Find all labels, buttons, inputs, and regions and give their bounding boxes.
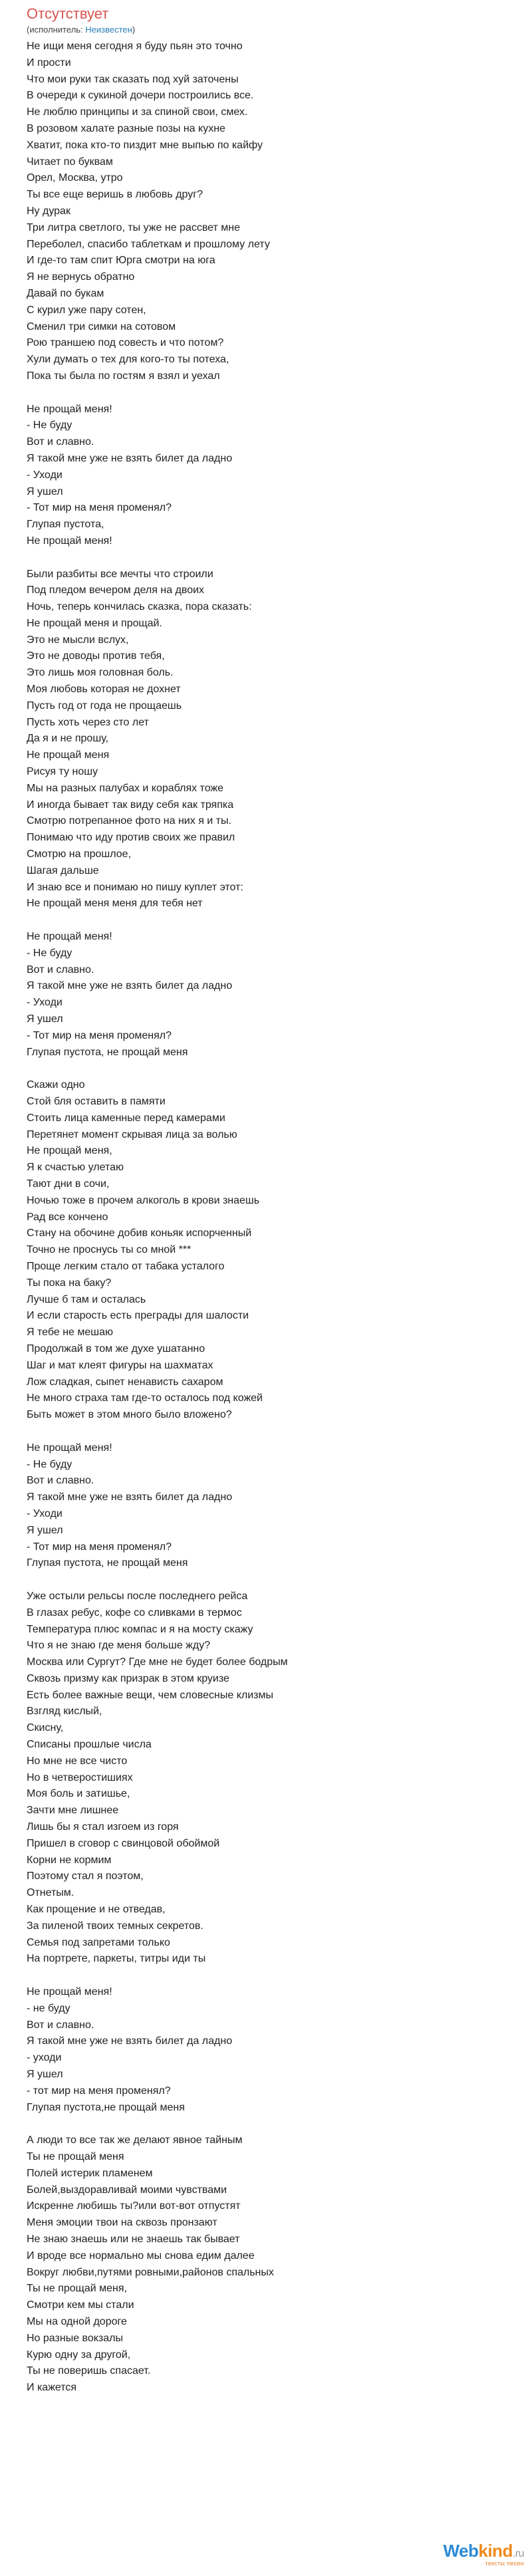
lyric-line: Тают дни в сочи, [27,1178,110,1190]
stanza-break [27,1968,505,1984]
lyric-line: Я ушел [27,485,63,497]
artist-suffix: ) [132,25,136,35]
lyric-line: Не прощай меня! [27,1986,112,1998]
lyric-line: Не прощай меня и прощай. [27,617,162,629]
lyric-line: Были разбиты все мечты что строили [27,568,213,580]
lyric-line: Я ушел [27,2069,63,2081]
lyric-line: Вот и славно. [27,2019,94,2031]
lyric-line: Есть более важные вещи, чем словесные клизмы [27,1689,273,1701]
lyric-line: Переболел, спасибо таблеткам и прошлому лету [27,238,270,250]
lyric-line: Пусть хоть через сто лет [27,716,149,728]
lyric-line: - Не буду [27,420,72,432]
lyric-line: Что я не знаю где меня больше жду? [27,1640,211,1652]
lyric-line: Глупая пустота,не прощай меня [27,2101,185,2113]
lyric-line: - Не буду [27,1458,72,1470]
lyric-line: Продолжай в том же духе ушатанно [27,1343,205,1354]
lyric-line: Три литра светлого, ты уже не рассвет мне [27,221,241,233]
lyric-line: Хули думать о тех для кого-то ты потеха, [27,354,229,366]
lyric-line: Не прощай меня! [27,931,112,943]
lyric-line: - Уходи [27,997,63,1009]
lyric-line: И прости [27,57,71,68]
lyric-line: Но в четверостишиях [27,1771,133,1783]
lyric-line: Корни не кормим [27,1854,112,1866]
lyric-line: Но разные вокзалы [27,2332,123,2344]
lyric-line: Мы на одной дороге [27,2315,127,2327]
lyric-line: Не знаю знаешь или не знаешь так бывает [27,2233,240,2245]
lyric-line: Скисну, [27,1722,64,1734]
lyric-line: Рисуя ту ношу [27,766,98,778]
stanza-break [27,912,505,929]
lyric-line: Моя любовь которая не дохнет [27,684,181,696]
lyric-line: Ну дурак [27,205,70,217]
lyric-line: Стой бля оставить в памяти [27,1096,166,1107]
logo-ru-text: .ru [512,2548,524,2559]
lyric-line: Да я и не прошу, [27,733,108,745]
lyric-line: Списаны прошлые числа [27,1739,152,1751]
lyric-line: Полей истерик пламенем [27,2167,153,2179]
lyric-line: Ты не поверишь спасает. [27,2365,151,2377]
lyric-line: Вокруг любви,путями ровными,районов спальных [27,2266,274,2278]
lyric-line: Я к счастью улетаю [27,1162,124,1174]
lyric-line: Рою траншею под совесть и что потом? [27,337,224,349]
stanza-break [27,1061,505,1077]
lyric-line: Пришел в сговор с свинцовой обоймой [27,1837,220,1849]
lyric-line: Глупая пустота, не прощай меня [27,1557,188,1569]
lyric-line: Зачти мне лишнее [27,1805,119,1817]
lyric-line: Это не доводы против тебя, [27,650,165,662]
lyric-line: Я такой мне уже не взять билет да ладно [27,980,233,992]
logo-tagline: тексты песен [485,2560,524,2567]
artist-line [27,24,505,36]
lyric-line: Не много страха там где-то осталось под кожей [27,1392,263,1404]
artist-link[interactable]: Неизвестен [85,25,132,35]
lyric-line: И знаю все и понимаю но пишу куплет этот: [27,881,243,893]
lyric-line: Не ищи меня сегодня я буду пьян это точно [27,41,243,52]
lyric-line: - Уходи [27,469,63,481]
lyric-line: В глазах ребус, кофе со сливками в термос [27,1607,242,1618]
lyric-line: Ты пока на баку? [27,1277,112,1289]
lyric-line: Москва или Сургут? Где мне не будет более бодрым [27,1656,288,1668]
lyric-line: Это лишь моя головная боль. [27,667,174,679]
lyric-line: Меня эмоции твои на сквозь пронзают [27,2217,217,2229]
lyric-line: Я тебе не мешаю [27,1327,114,1339]
lyric-line: - Тот мир на меня променял? [27,1541,172,1553]
lyric-line: Но мне не все чисто [27,1755,128,1767]
lyric-line: Шагая дальше [27,864,99,876]
lyric-line: В розовом халате разные позы на кухне [27,122,225,134]
lyric-line: Быть может в этом много было вложено? [27,1409,232,1421]
lyric-line: Я такой мне уже не взять билет да ладно [27,2035,233,2047]
lyric-line: Температура плюс компас и я на мосту скажу [27,1623,253,1635]
lyric-line: Я такой мне уже не взять билет да ладно [27,452,233,464]
stanza-break [27,2116,505,2132]
lyric-line: Я ушел [27,1524,63,1536]
stanza-break [27,1424,505,1440]
lyric-line: Точно не проснусь ты со мной *** [27,1244,192,1256]
lyric-line: Отнетым. [27,1887,74,1899]
lyric-line: Уже остыли рельсы после последнего рейса [27,1590,248,1602]
logo-web-text: Web [443,2541,479,2561]
lyric-line: Скажи одно [27,1079,85,1091]
stanza-break [27,385,505,402]
artist-prefix: (исполнитель: [27,25,86,35]
logo-kind-text: kind [478,2541,513,2561]
lyric-line: - не буду [27,2002,70,2014]
lyric-line: Поэтому стал я поэтом, [27,1870,144,1882]
lyric-line: И кажется [27,2382,77,2394]
lyric-line: Сквозь призму как призрак в этом круизе [27,1672,229,1684]
lyric-line: Ты все еще веришь в любовь друг? [27,189,203,201]
stanza-break [27,1572,505,1589]
lyric-line: Лишь бы я стал изгоем из горя [27,1821,179,1833]
lyric-line: Шаг и мат клеят фигуры на шахматах [27,1359,213,1371]
lyric-line: Сменил три симки на сотовом [27,321,176,332]
lyric-line: Не прощай меня [27,749,110,761]
lyric-line: Вот и славно. [27,964,94,975]
lyric-line: Смотрю потрепанное фото на них я и ты. [27,815,231,827]
lyric-line: И если старость есть преграды для шалости [27,1310,249,1322]
stanza-break [27,550,505,567]
lyric-line: Болей,выздоравливай моими чувствами [27,2184,227,2196]
lyric-line: Орел, Москва, утро [27,172,123,184]
lyric-line: Не прощай меня, [27,1145,112,1157]
lyric-line: Глупая пустота, не прощай меня [27,1046,188,1058]
song-title: Отсутствует [27,5,109,22]
lyric-line: Ночью тоже в прочем алкоголь в крови знаешь [27,1194,260,1206]
lyric-line: - Тот мир на меня променял? [27,1029,172,1041]
lyric-line: Я ушел [27,1013,63,1025]
lyric-line: Под пледом вечером деля на двоих [27,584,205,596]
lyric-line: Стоить лица каменные перед камерами [27,1112,225,1124]
lyric-line: Семья под запретами только [27,1936,170,1948]
lyrics-body [27,39,505,2396]
lyric-line: Вот и славно. [27,1475,94,1487]
lyric-line: И где-то там спит Юрга смотри на юга [27,255,215,267]
lyric-line: Что мои руки так сказать под хуй заточены [27,73,239,85]
lyric-line: Вот и славно. [27,436,94,448]
lyric-line: - Не буду [27,947,72,959]
lyric-line: Смотрю на прошлое, [27,848,132,860]
lyric-line: Мы на разных палубах и кораблях тоже [27,782,224,794]
lyric-line: Лучше б там и осталась [27,1293,146,1305]
lyric-line: - уходи [27,2052,62,2064]
lyric-line: Понимаю что иду против своих же правил [27,832,235,844]
lyric-line: Смотри кем мы стали [27,2299,134,2311]
webkind-logo[interactable] [443,2542,524,2567]
lyric-line: Искренне любишь ты?или вот-вот отпустят [27,2200,241,2212]
lyric-line: Не люблю принципы и за спиной свои, смех. [27,106,248,118]
lyric-line: Пока ты была по гостям я взял и уехал [27,370,220,382]
lyric-line: Моя боль и затишье, [27,1788,130,1800]
lyric-line: Лож сладкая, сыпет ненависть сахаром [27,1376,223,1388]
lyric-line: Давай по букам [27,287,104,299]
lyric-line: Перетянет момент скрывая лица за волью [27,1128,237,1140]
lyric-line: С курил уже пару сотен, [27,304,146,316]
lyric-line: На портрете, паркеты, титры иди ты [27,1953,206,1965]
lyric-line: Я такой мне уже не взять билет да ладно [27,1491,233,1503]
lyric-line: Хватит, пока кто-то пиздит мне выпью по кайфу [27,139,263,151]
lyric-line: Читает по буквам [27,156,113,168]
lyric-line: За пиленой твоих темных секретов. [27,1920,203,1932]
lyric-line: В очереди к сукиной дочери построились все. [27,90,254,102]
lyric-line: Курю одну за другой, [27,2349,131,2361]
lyric-line: Рад все кончено [27,1211,108,1223]
lyric-line: Ночь, теперь кончилась сказка, пора сказать: [27,601,252,613]
lyric-line: Не прощай меня меня для тебя нет [27,898,203,910]
lyric-line: Пусть год от года не прощаешь [27,700,182,711]
lyric-line: Не прощай меня! [27,535,112,547]
lyric-line: Проще легким стало от табака усталого [27,1260,225,1272]
lyric-line: И иногда бывает так виду себя как тряпка [27,799,234,811]
lyric-line: - Уходи [27,1507,63,1519]
lyric-line: Взгляд кислый, [27,1706,102,1718]
lyric-line: Я не вернусь обратно [27,271,135,283]
lyric-line: Не прощай меня! [27,403,112,415]
lyric-line: Не прощай меня! [27,1442,112,1454]
lyric-line: - Тот мир на меня променял? [27,502,172,514]
lyric-line: Это не мысли вслух, [27,634,129,646]
lyric-line: А люди то все так же делают явное тайным [27,2134,243,2146]
lyric-line: Стану на обочине добив коньяк испорченный [27,1227,252,1239]
lyric-line: Ты не прощай меня [27,2151,124,2162]
lyric-line: Как прощение и не отведав, [27,1904,166,1916]
lyric-line: Глупая пустота, [27,519,104,531]
logo-wordmark [443,2541,524,2561]
lyric-line: - тот мир на меня променял? [27,2085,171,2097]
lyric-line: И вроде все нормально мы снова едим далее [27,2250,255,2261]
lyric-line: Ты не прощай меня, [27,2283,127,2295]
